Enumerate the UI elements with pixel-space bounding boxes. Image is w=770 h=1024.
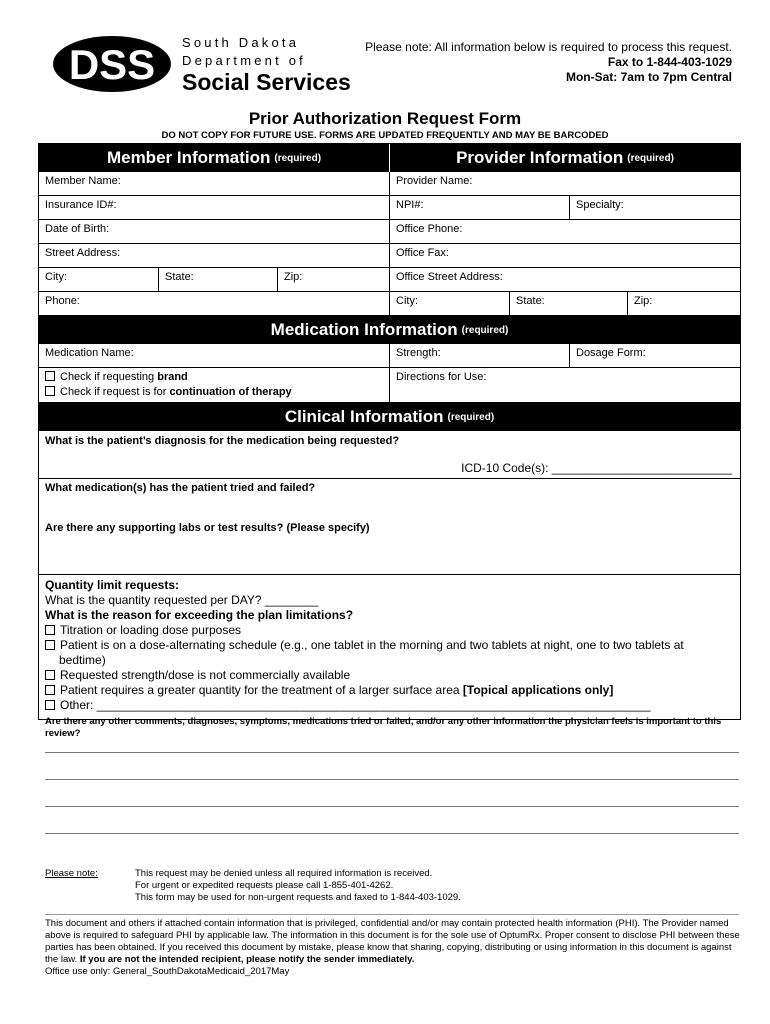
fax-number: Fax to 1-844-403-1029 <box>607 55 732 69</box>
form-subtitle: DO NOT COPY FOR FUTURE USE. FORMS ARE UPDATED FREQUENTLY AND MAY BE BARCODED <box>161 130 609 141</box>
diagnosis-question: What is the patient’s diagnosis for the medication being requested? <box>45 435 400 447</box>
directions-field[interactable]: Directions for Use: <box>389 368 740 402</box>
specialty-field[interactable]: Specialty: <box>569 196 740 219</box>
icd10-field[interactable]: ICD-10 Code(s): ___________________________ <box>461 461 732 475</box>
option-not-available[interactable]: Requested strength/dose is not commercially available <box>39 668 740 683</box>
option-other[interactable]: Other: ___________________________________________________________________________________ <box>39 698 740 713</box>
office-street-field[interactable]: Office Street Address: <box>389 268 740 291</box>
please-note-line2: For urgent or expedited requests please call 1-855-401-4262. <box>135 880 394 891</box>
brand-checks <box>39 368 389 402</box>
member-city-field[interactable]: City: <box>45 271 67 283</box>
option-surface-area[interactable]: Patient requires a greater quantity for the treatment of a larger surface area [Topical applications only] <box>39 683 740 698</box>
provider-zip-field[interactable]: Zip: <box>627 292 740 315</box>
insurance-id-field[interactable]: Insurance ID#: <box>45 199 117 211</box>
disclaimer <box>45 918 740 978</box>
ql-reason: What is the reason for exceeding the plan limitations? <box>45 608 354 622</box>
disclaimer-bold: If you are not the intended recipient, please notify the sender immediately. <box>79 954 415 965</box>
please-note-line1: This request may be denied unless all required information is received. <box>135 868 433 879</box>
comment-line-1[interactable] <box>45 752 739 753</box>
continuation-checkbox-row[interactable]: Check if request is for continuation of therapy <box>45 385 383 400</box>
comments-question: Are there any other comments, diagnoses, symptoms, medications tried or failed, and/or any other information the physician feels is important to this review? <box>45 716 722 739</box>
member-state-field[interactable]: State: <box>158 268 277 291</box>
brand-checkbox[interactable] <box>45 371 55 381</box>
dose-alternating-checkbox[interactable] <box>45 640 55 650</box>
dss-logo-mark <box>52 35 172 93</box>
member-zip-field[interactable]: Zip: <box>277 268 389 291</box>
please-note-line3: This form may be used for non-urgent requests and faxed to 1-844-403-1029. <box>135 892 461 903</box>
npi-field[interactable]: NPI#: <box>389 196 569 219</box>
medication-heading: Medication Information (required) <box>39 315 740 344</box>
member-name-field[interactable]: Member Name: <box>45 175 121 187</box>
pa-form <box>38 143 741 720</box>
clinical-heading: Clinical Information (required) <box>39 402 740 431</box>
strength-field[interactable]: Strength: <box>389 344 569 367</box>
provider-city-field[interactable]: City: <box>389 292 509 315</box>
comment-line-3[interactable] <box>45 806 739 807</box>
org-line2: Department of <box>182 53 306 68</box>
org-line1: South Dakota <box>182 35 300 50</box>
medication-name-field[interactable]: Medication Name: <box>45 347 134 359</box>
dosage-form-field[interactable]: Dosage Form: <box>569 344 740 367</box>
street-address-field[interactable]: Street Address: <box>45 247 121 259</box>
office-phone-field[interactable]: Office Phone: <box>389 220 740 243</box>
tried-failed-question: What medication(s) has the patient tried and failed? <box>45 482 316 494</box>
dss-logo <box>52 33 352 95</box>
option-dose-alternating-cont: bedtime) <box>59 653 106 667</box>
comment-line-2[interactable] <box>45 779 739 780</box>
form-title: Prior Authorization Request Form <box>248 109 522 128</box>
brand-checkbox-row[interactable]: Check if requesting brand <box>45 370 383 385</box>
logo-letters: DSS <box>68 41 156 88</box>
titration-checkbox[interactable] <box>45 625 55 635</box>
member-provider-header <box>39 144 740 172</box>
option-titration[interactable]: Titration or loading dose purposes <box>39 623 740 638</box>
dob-field[interactable]: Date of Birth: <box>45 223 110 235</box>
ql-title: Quantity limit requests: <box>45 578 180 592</box>
diagnosis-section[interactable] <box>39 431 740 478</box>
footer-divider <box>45 914 739 915</box>
provider-name-field[interactable]: Provider Name: <box>389 172 740 195</box>
continuation-checkbox[interactable] <box>45 386 55 396</box>
note-line1: Please note: All information below is required to process this request. <box>365 40 732 54</box>
ql-day-field[interactable]: What is the quantity requested per DAY? ________ <box>45 593 319 607</box>
member-heading: Member Information (required) <box>39 144 389 172</box>
member-phone-field[interactable]: Phone: <box>45 295 80 307</box>
provider-state-field[interactable]: State: <box>509 292 627 315</box>
disclaimer-text: This document and others if attached contain information that is privileged, confidential and/or may contain protected health information (PHI). The Provider named above is required to safeguard PHI by applicable law. The information in this document is for the sole use of OptumRx. Proper consent to disclose PHI between these parties has been obtained. If you received this document by mistake, please know that sharing, copying, distributing or using information in this document is against the law. <box>45 918 740 965</box>
org-line3: Social Services <box>182 69 351 95</box>
labs-question: Are there any supporting labs or test results? (Please specify) <box>45 522 370 534</box>
office-hours: Mon-Sat: 7am to 7pm Central <box>565 70 732 84</box>
surface-area-checkbox[interactable] <box>45 685 55 695</box>
option-dose-alternating[interactable]: Patient is on a dose-alternating schedule (e.g., one tablet in the morning and two tablets at night, one to two tablets at <box>39 638 740 653</box>
tried-failed-section[interactable] <box>39 478 740 574</box>
not-available-checkbox[interactable] <box>45 670 55 680</box>
provider-heading: Provider Information (required) <box>389 144 740 172</box>
please-note-label: Please note: <box>45 868 98 879</box>
quantity-limit-section <box>39 574 740 719</box>
please-note-text <box>135 868 461 904</box>
comment-line-4[interactable] <box>45 833 739 834</box>
office-use: Office use only: General_SouthDakotaMedicaid_2017May <box>45 966 290 977</box>
office-fax-field[interactable]: Office Fax: <box>389 244 740 267</box>
other-checkbox[interactable] <box>45 700 55 710</box>
